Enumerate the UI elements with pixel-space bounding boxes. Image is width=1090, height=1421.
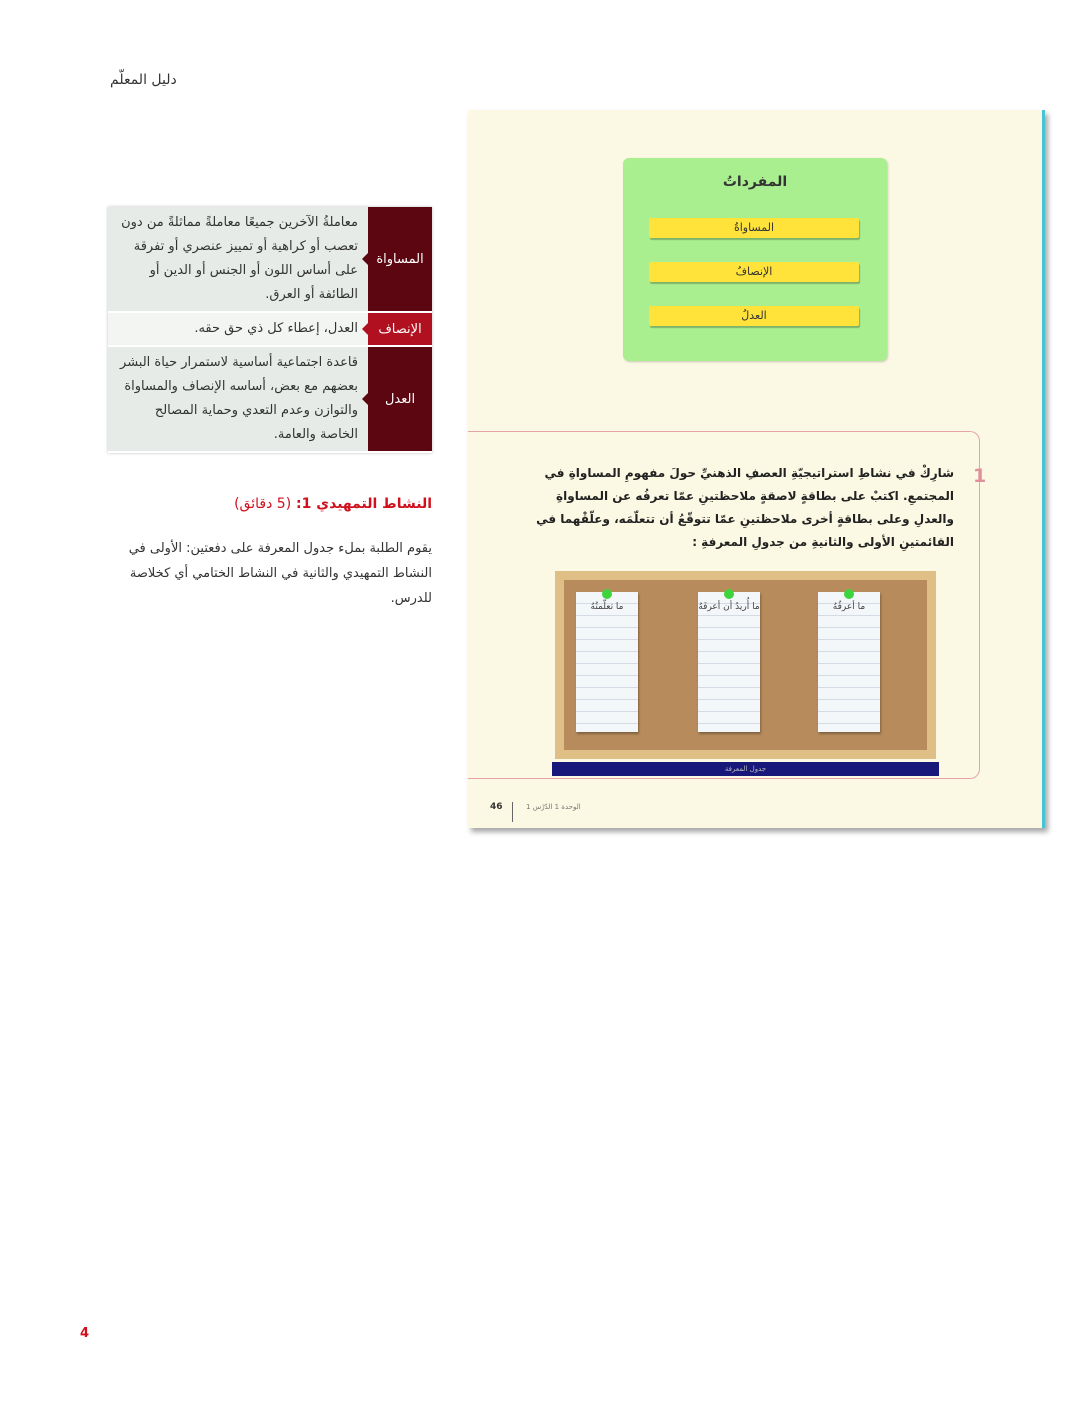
definitions-table xyxy=(108,207,432,453)
vocabulary-title: المفرداتُ xyxy=(722,174,788,190)
definition-row xyxy=(108,347,432,451)
sticky-note xyxy=(818,592,880,732)
book-page-number: 46 xyxy=(490,802,503,812)
vocabulary-box xyxy=(623,158,887,361)
activity-heading: النشاط التمهيدي 1: xyxy=(296,496,432,512)
definition-term: المساواة xyxy=(368,207,432,311)
header-title: دليل المعلّم xyxy=(110,72,177,88)
definition-text: معاملةُ الآخرين جميعًا معاملةً مماثلةً من دون تعصب أو كراهية أو تمييز عنصري أو تفرقة على أساس اللون أو الجنس أو الدين أو الطائفة أو العرق. xyxy=(108,207,368,311)
page-number: 4 xyxy=(80,1326,90,1341)
activity-title xyxy=(210,496,432,512)
activity-duration: (5 دقائق) xyxy=(234,496,292,512)
book-breadcrumb: الوحدة 1 الدّرْس 1 xyxy=(526,803,581,811)
pin-icon xyxy=(602,589,612,599)
definition-text: العدل، إعطاء كل ذي حق حقه. xyxy=(108,313,368,345)
pin-icon xyxy=(724,589,734,599)
sticky-note xyxy=(698,592,760,732)
task-number: 1 xyxy=(973,465,987,487)
definition-row xyxy=(108,313,432,345)
definition-text: قاعدة اجتماعية أساسية لاستمرار حياة البشر بعضهم مع بعض، أساسه الإنصاف والمساواة والتوازن وعدم التعدي وحماية المصالح الخاصة والعامة. xyxy=(108,347,368,451)
cork-board xyxy=(555,571,936,759)
definition-term: الإنصاف xyxy=(368,313,432,345)
definition-term: العدل xyxy=(368,347,432,451)
definition-row xyxy=(108,207,432,311)
vocabulary-item: الإنصافُ xyxy=(649,262,859,282)
task-instructions: شارِكْ في نشاطِ استراتيجيّةِ العصفِ الذهنيِّ حولَ مفهومِ المساواةِ في المجتمعِ. اكتبْ على بطاقةٍ لاصقةٍ ملاحظتينِ عمّا تعرفُه عن المساواةِ والعدلِ وعلى بطاقةٍ أخرى ملاحظتينِ عمّا تتوقّعُ أن تتعلّمَه، وعلّقْهما في القائمتينِ الأولى والثانيةِ من جدولِ المعرفةِ : xyxy=(536,466,954,549)
vocabulary-item: المساواةُ xyxy=(649,218,859,238)
book-page xyxy=(468,110,1045,828)
sticky-note xyxy=(576,592,638,732)
footer-divider xyxy=(512,802,513,822)
board-caption: جدول المعرفة xyxy=(552,762,939,776)
activity-body: يقوم الطلبة بملء جدول المعرفة على دفعتين: الأولى في النشاط التمهيدي والثانية في النشاط الختامي أي كخلاصة للدرس. xyxy=(128,541,432,606)
sticky-note-label: ما أعرفُهُ xyxy=(832,602,866,612)
sticky-note-label: ما تعلّمتُهُ xyxy=(590,602,624,612)
pin-icon xyxy=(844,589,854,599)
sticky-note-label: ما أُريدُ أن أعرفَهُ xyxy=(698,602,760,612)
vocabulary-item: العدلُ xyxy=(649,306,859,326)
